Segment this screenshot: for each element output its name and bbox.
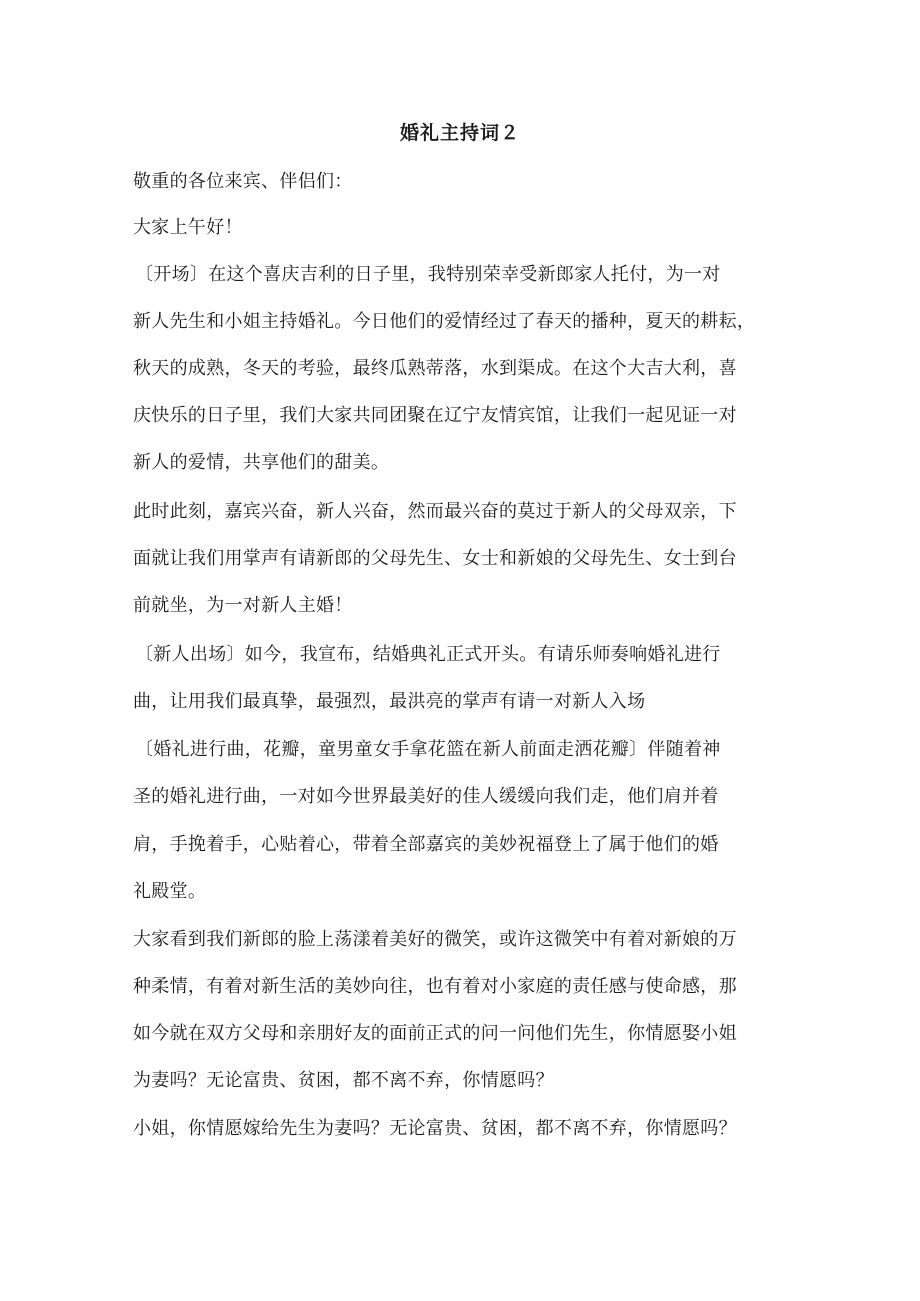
text-line: 〔开场〕在这个喜庆吉利的日子里，我特别荣幸受新郎家人托付，为一对 <box>135 264 721 285</box>
text-line: 如今就在双方父母和亲朋好友的面前正式的问一问他们先生，你情愿娶小姐 <box>133 1023 737 1044</box>
text-line: 秋天的成熟，冬天的考验，最终瓜熟蒂落，水到渠成。在这个大吉大利，喜 <box>133 358 737 379</box>
text-line: 为妻吗？无论富贵、贫困，都不离不弃，你情愿吗？ <box>133 1070 554 1091</box>
text-line: 礼殿堂。 <box>133 881 207 902</box>
text-line: 前就坐，为一对新人主婚！ <box>133 595 353 616</box>
text-line: 〔婚礼进行曲，花瓣，童男童女手拿花篮在新人前面走洒花瓣〕伴随着神 <box>135 739 721 760</box>
text-line: 大家上午好！ <box>133 217 243 238</box>
text-line: 新人先生和小姐主持婚礼。今日他们的爱情经过了春天的播种，夏天的耕耘， <box>133 311 756 332</box>
text-line: 面就让我们用掌声有请新郎的父母先生、女士和新娘的父母先生、女士到台 <box>133 548 737 569</box>
text-line: 敬重的各位来宾、伴侣们： <box>133 171 353 192</box>
text-line: 庆快乐的日子里，我们大家共同团聚在辽宁友情宾馆，让我们一起见证一对 <box>133 405 737 426</box>
text-line: 大家看到我们新郎的脸上荡漾着美好的微笑，或许这微笑中有着对新娘的万 <box>133 929 737 950</box>
document-title: 婚礼主持词２ <box>399 122 520 144</box>
text-line: 〔新人出场〕如今，我宣布，结婚典礼正式开头。有请乐师奏响婚礼进行 <box>135 644 721 665</box>
text-line: 圣的婚礼进行曲，一对如今世界最美好的佳人缓缓向我们走，他们肩并着 <box>133 786 719 807</box>
text-line: 新人的爱情，共享他们的甜美。 <box>133 452 390 473</box>
text-line: 小姐，你情愿嫁给先生为妻吗？无论富贵、贫困，都不离不弃，你情愿吗？ <box>133 1118 737 1139</box>
text-line: 肩，手挽着手，心贴着心，带着全部嘉宾的美妙祝福登上了属于他们的婚 <box>133 834 719 855</box>
text-line: 种柔情，有着对新生活的美妙向往，也有着对小家庭的责任感与使命感，那 <box>133 976 737 997</box>
text-line: 曲，让用我们最真挚，最强烈，最洪亮的掌声有请一对新人入场 <box>133 691 646 712</box>
text-line: 此时此刻，嘉宾兴奋，新人兴奋，然而最兴奋的莫过于新人的父母双亲，下 <box>133 501 737 522</box>
